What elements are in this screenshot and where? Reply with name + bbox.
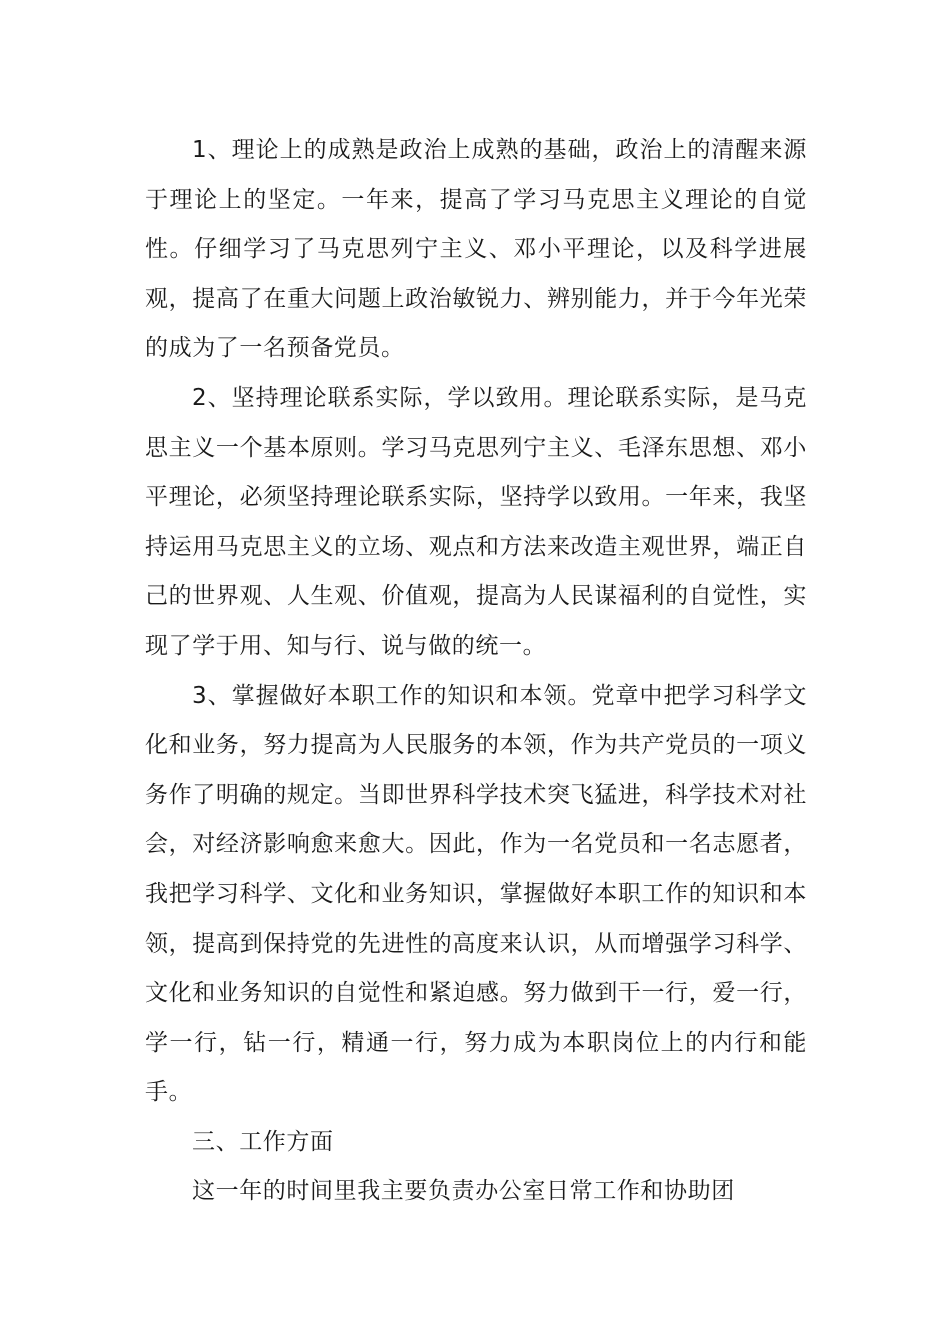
- document-body: [145, 126, 807, 1217]
- paragraph-theory-practice: 2、坚持理论联系实际，学以致用。理论联系实际，是马克思主义一个基本原则。学习马克思列宁主义、毛泽东思想、邓小平理论，必须坚持理论联系实际，坚持学以致用。一年来，我坚持运用马克思主义的立场、观点和方法来改造主观世界，端正自己的世界观、人生观、价值观，提高为人民谋福利的自觉性，实现了学于用、知与行、说与做的统一。: [145, 384, 807, 659]
- section-heading-work: 三、工作方面: [192, 1128, 334, 1155]
- paragraph-theory-maturity: 1、理论上的成熟是政治上成熟的基础，政治上的清醒来源于理论上的坚定。一年来，提高了学习马克思主义理论的自觉性。仔细学习了马克思列宁主义、邓小平理论，以及科学进展观，提高了在重大问题上政治敏锐力、辨别能力，并于今年光荣的成为了一名预备党员。: [145, 137, 807, 362]
- paragraph-job-knowledge: 3、掌握做好本职工作的知识和本领。党章中把学习科学文化和业务，努力提高为人民服务的本领，作为共产党员的一项义务作了明确的规定。当即世界科学技术突飞猛进，科学技术对社会，对经济影响愈来愈大。因此，作为一名党员和一名志愿者，我把学习科学、文化和业务知识，掌握做好本职工作的知识和本领，提高到保持党的先进性的高度来认识，从而增强学习科学、文化和业务知识的自觉性和紧迫感。努力做到干一行，爱一行，学一行，钻一行，精通一行，努力成为本职岗位上的内行和能手。: [145, 682, 807, 1106]
- paragraph-work-intro: 这一年的时间里我主要负责办公室日常工作和协助团: [192, 1178, 735, 1205]
